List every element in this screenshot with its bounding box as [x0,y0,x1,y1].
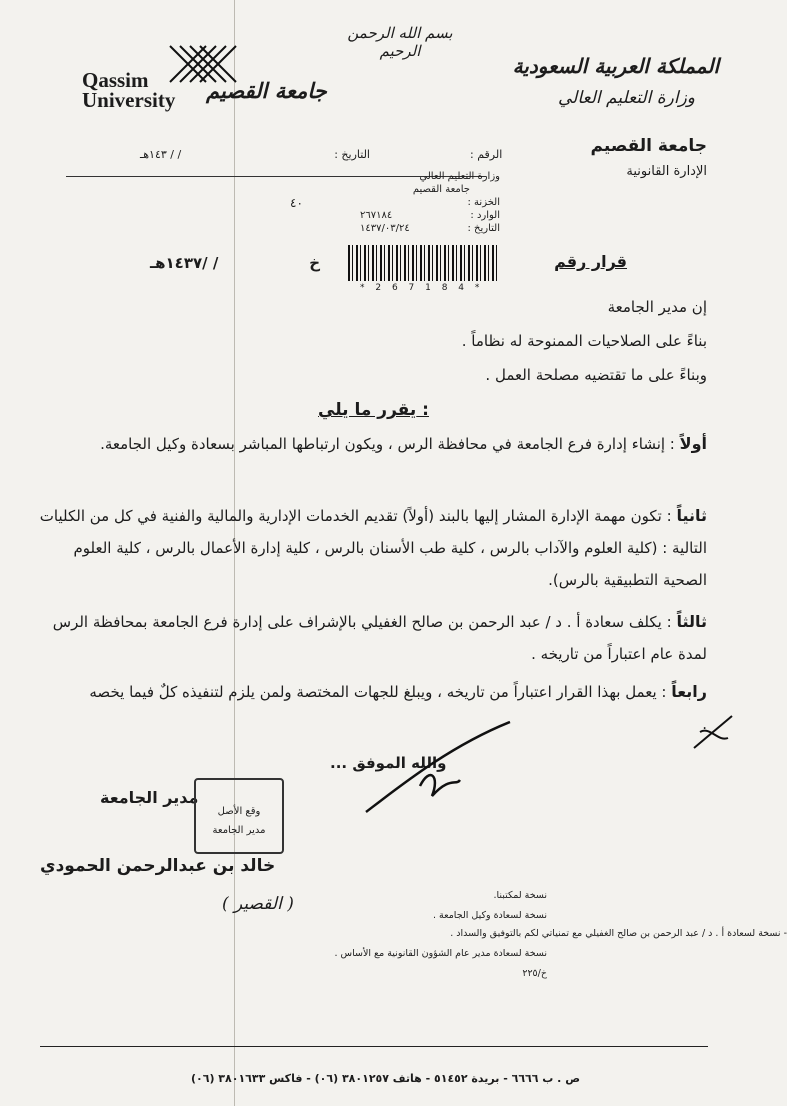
decision-date-line [150,254,320,272]
box-label: الخزنة : [467,197,500,208]
stamp-line1: وقع الأصل [217,806,261,817]
footer-contact: ص . ب ٦٦٦٦ - بريدة ٥١٤٥٢ - هاتف ٣٨٠١٢٥٧ (٠٦) - فاكس ٣٨٠١٦٣٣ (٠٦) [190,1072,580,1085]
logo-ar: جامعة القصيم [206,78,327,103]
in-date-label: التاريخ : [467,223,500,234]
initial-mark-icon [690,712,736,752]
clause-4-text: : يعمل بهذا القرار اعتباراً من تاريخه ، ويبلغ للجهات المختصة ولمن يلزم لتنفيذه كلٌ فيما يخصه . [89,683,707,733]
clause-3 [37,606,707,670]
clause-2 [37,500,707,596]
kingdom-title: المملكة العربية السعودية [512,54,719,78]
handwritten-note: ( القصير ) [222,894,294,914]
barcode-number: * 2 6 7 1 8 4 * [360,283,484,293]
intro-line1: إن مدير الجامعة [607,298,707,316]
signer-title: مدير الجامعة [100,788,199,807]
logo-en-line1: Qassim [82,68,149,92]
clause-3-text: : يكلف سعادة أ . د / عبد الرحمن بن صالح الغفيلي بالإشراف على إدارة فرع الجامعة بمحافظة الرس لمدة عام اعتباراً من تاريخه . [52,613,707,663]
clause-4-label: رابعاً [671,682,707,701]
signature-icon [360,716,520,816]
in-date-value: ١٤٣٧/٠٣/٢٤ [360,223,410,234]
cc-line1: نسخة لمكتبنا. [493,890,547,901]
ref-number-label: الرقم : [470,148,503,161]
intro-line3: وبناءً على ما تقتضيه مصلحة العمل . [485,366,707,384]
university-logo-en [82,70,175,110]
clause-1 [37,428,707,460]
clause-1-label: أولاً [679,434,707,453]
clause-2-text: : تكون مهمة الإدارة المشار إليها بالبند (أولاً) تقديم الخدمات الإدارية والمالية والفنية في كل من الكليات التالية : (كلية العلوم والآداب بالرس ، كلية طب الأسنان بالرس ، كلية إدارة الأعمال بالرس ، كلية العلوم الصحية التطبيقية بالرس). [39,507,707,589]
ref-date-value: / / ١٤٣هـ [140,148,182,161]
closing: والله الموفق ... [330,754,447,772]
incoming-stamp [360,170,500,235]
decides-title: يقرر ما يلي : [318,400,429,420]
incoming-line2: جامعة القصيم [412,184,470,195]
in-value: ٢٦٧١٨٤ [360,210,393,221]
clause-1-text: : إنشاء إدارة فرع الجامعة في محافظة الرس ، ويكون ارتباطها المباشر بسعادة وكيل الجامعة. [100,435,675,453]
footer-rule [40,1046,708,1047]
ref-date-label: التاريخ : [334,148,370,161]
original-signed-stamp [194,778,284,854]
ref-date-line [140,148,370,161]
department-title: الإدارة القانونية [626,164,707,179]
cc-line5: خ/٢٢٥ [522,968,547,979]
decision-label: قرار رقم [554,252,627,271]
university-title: جامعة القصيم [590,136,707,156]
cc-line3: - نسخة لسعادة أ . د / عبد الرحمن بن صالح الغفيلي مع تمنياتي لكم بالتوفيق والسداد . [450,928,787,939]
logo-en-line2: University [82,88,176,112]
side-mark: ٤٠ [290,196,303,210]
basmala: بسم الله الرحمن الرحيم [347,24,453,60]
cc-line2: نسخة لسعادة وكيل الجامعة . [433,910,547,921]
ministry-title: وزارة التعليم العالي [557,88,695,108]
in-label: الوارد : [470,210,500,221]
clause-3-label: ثالثاً [676,612,707,631]
decision-khaa: خ [309,254,320,272]
stamp-line2: مدير الجامعة [212,825,266,836]
incoming-line1: وزارة التعليم العالي [419,171,500,182]
signer-name: خالد بن عبدالرحمن الحمودي [40,856,276,876]
intro-line2: بناءً على الصلاحيات الممنوحة له نظاماً . [461,332,707,350]
cc-line4: نسخة لسعادة مدير عام الشؤون القانونية مع الأساس . [334,948,547,959]
decision-date: / /١٤٣٧هـ [150,254,219,272]
clause-2-label: ثانياً [676,506,707,525]
barcode-icon [348,245,498,281]
